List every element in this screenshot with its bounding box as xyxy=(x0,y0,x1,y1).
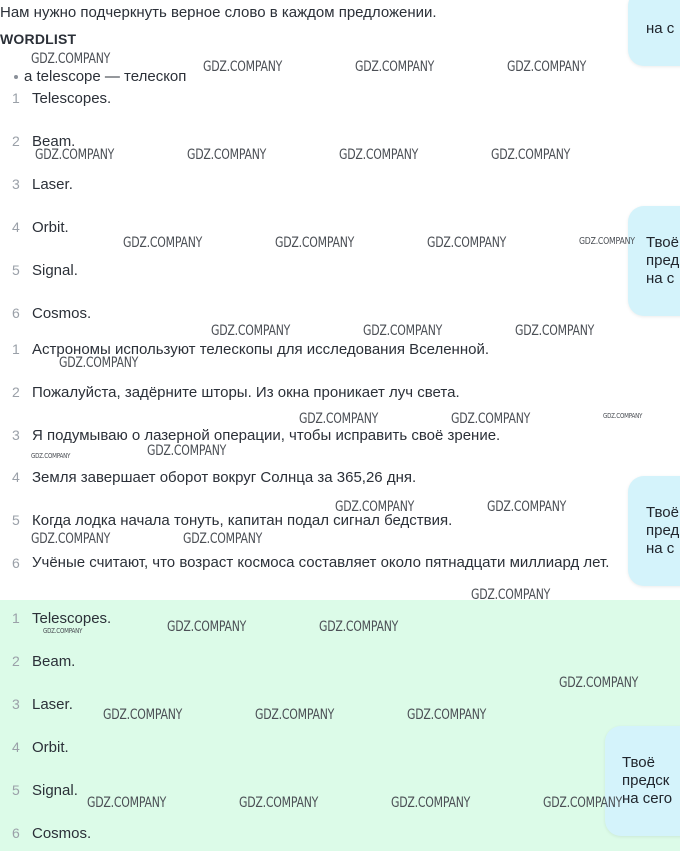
wordlist-title: WORDLIST xyxy=(0,31,77,47)
bubble-line: пред xyxy=(646,522,680,539)
watermark: GDZ.COMPANY xyxy=(471,587,551,603)
row-number: 5 xyxy=(12,512,20,528)
row-text: Cosmos. xyxy=(32,305,92,322)
watermark: GDZ.COMPANY xyxy=(255,707,335,723)
watermark: GDZ.COMPANY xyxy=(123,235,203,251)
wordlist-item-text: a telescope — телескоп xyxy=(24,68,187,85)
row-number: 1 xyxy=(12,341,20,357)
watermark: GDZ.COMPANY xyxy=(35,147,115,163)
row-text: Laser. xyxy=(32,696,73,713)
assistant-bubble[interactable] xyxy=(628,0,680,66)
watermark: GDZ.COMPANY xyxy=(355,59,435,75)
bubble-line: Твоё xyxy=(646,234,679,251)
row-number: 2 xyxy=(12,384,20,400)
row-number: 2 xyxy=(12,133,20,149)
row-number: 5 xyxy=(12,262,20,278)
watermark: GDZ.COMPANY xyxy=(167,619,247,635)
row-number: 4 xyxy=(12,219,20,235)
bubble-line: на сего xyxy=(622,790,673,807)
answer-panel xyxy=(0,600,680,851)
row-number: 3 xyxy=(12,696,20,712)
watermark: GDZ.COMPANY xyxy=(211,323,291,339)
watermark: GDZ.COMPANY xyxy=(103,707,183,723)
row-text: Учёные считают, что возраст космоса составляет около пятнадцати миллиард лет. xyxy=(32,554,610,571)
watermark: GDZ.COMPANY xyxy=(543,795,623,811)
watermark: GDZ.COMPANY xyxy=(579,236,635,247)
watermark: GDZ.COMPANY xyxy=(427,235,507,251)
row-text: Cosmos. xyxy=(32,825,92,842)
watermark: GDZ.COMPANY xyxy=(239,795,319,811)
row-text: Telescopes. xyxy=(32,90,112,107)
bubble-line: предск xyxy=(622,772,670,789)
row-number: 6 xyxy=(12,825,20,841)
row-text: Orbit. xyxy=(32,219,69,236)
row-number: 5 xyxy=(12,782,20,798)
watermark: GDZ.COMPANY xyxy=(147,443,227,459)
assistant-bubble[interactable] xyxy=(628,476,680,586)
watermark: GDZ.COMPANY xyxy=(407,707,487,723)
row-number: 6 xyxy=(12,305,20,321)
row-text: Signal. xyxy=(32,262,78,279)
row-text: Земля завершает оборот вокруг Солнца за 365,26 дня. xyxy=(32,469,417,486)
watermark: GDZ.COMPANY xyxy=(391,795,471,811)
bubble-line: Твоё xyxy=(622,754,655,771)
row-number: 4 xyxy=(12,469,20,485)
bubble-line: пред xyxy=(646,252,680,269)
row-text: Beam. xyxy=(32,133,76,150)
intro-text: Нам нужно подчеркнуть верное слово в каждом предложении. xyxy=(0,4,437,21)
assistant-bubble[interactable] xyxy=(628,206,680,316)
row-number: 2 xyxy=(12,653,20,669)
watermark: GDZ.COMPANY xyxy=(87,795,167,811)
watermark: GDZ.COMPANY xyxy=(299,411,379,427)
row-number: 1 xyxy=(12,610,20,626)
watermark: GDZ.COMPANY xyxy=(59,355,139,371)
watermark: GDZ.COMPANY xyxy=(603,412,643,420)
bubble-line: на с xyxy=(646,20,675,37)
watermark: GDZ.COMPANY xyxy=(319,619,399,635)
bubble-line: на с xyxy=(646,540,675,557)
bubble-line: Твоё xyxy=(646,504,679,521)
watermark: GDZ.COMPANY xyxy=(507,59,587,75)
watermark: GDZ.COMPANY xyxy=(275,235,355,251)
watermark: GDZ.COMPANY xyxy=(451,411,531,427)
row-number: 3 xyxy=(12,176,20,192)
row-text: Orbit. xyxy=(32,739,69,756)
row-text: Signal. xyxy=(32,782,78,799)
watermark: GDZ.COMPANY xyxy=(363,323,443,339)
watermark: GDZ.COMPANY xyxy=(31,531,111,547)
watermark: GDZ.COMPANY xyxy=(335,499,415,515)
row-text: Beam. xyxy=(32,653,76,670)
watermark: GDZ.COMPANY xyxy=(31,452,71,460)
row-text: Я подумываю о лазерной операции, чтобы исправить своё зрение. xyxy=(32,427,501,444)
watermark: GDZ.COMPANY xyxy=(491,147,571,163)
watermark: GDZ.COMPANY xyxy=(515,323,595,339)
watermark: GDZ.COMPANY xyxy=(487,499,567,515)
watermark: GDZ.COMPANY xyxy=(31,51,111,67)
row-text: Астрономы используют телескопы для исследования Вселенной. xyxy=(32,341,490,358)
bullet-dot xyxy=(14,75,18,79)
row-text: Когда лодка начала тонуть, капитан подал сигнал бедствия. xyxy=(32,512,453,529)
watermark: GDZ.COMPANY xyxy=(43,627,83,635)
row-number: 6 xyxy=(12,555,20,571)
watermark: GDZ.COMPANY xyxy=(339,147,419,163)
watermark: GDZ.COMPANY xyxy=(559,675,639,691)
assistant-bubble[interactable] xyxy=(605,726,680,836)
row-number: 4 xyxy=(12,739,20,755)
bubble-line: на с xyxy=(646,270,675,287)
row-text: Laser. xyxy=(32,176,73,193)
watermark: GDZ.COMPANY xyxy=(203,59,283,75)
row-number: 3 xyxy=(12,427,20,443)
watermark: GDZ.COMPANY xyxy=(183,531,263,547)
wordlist-item xyxy=(14,68,186,85)
watermark: GDZ.COMPANY xyxy=(187,147,267,163)
row-text: Пожалуйста, задёрните шторы. Из окна проникает луч света. xyxy=(32,384,460,401)
row-text: Telescopes. xyxy=(32,610,112,627)
row-number: 1 xyxy=(12,90,20,106)
